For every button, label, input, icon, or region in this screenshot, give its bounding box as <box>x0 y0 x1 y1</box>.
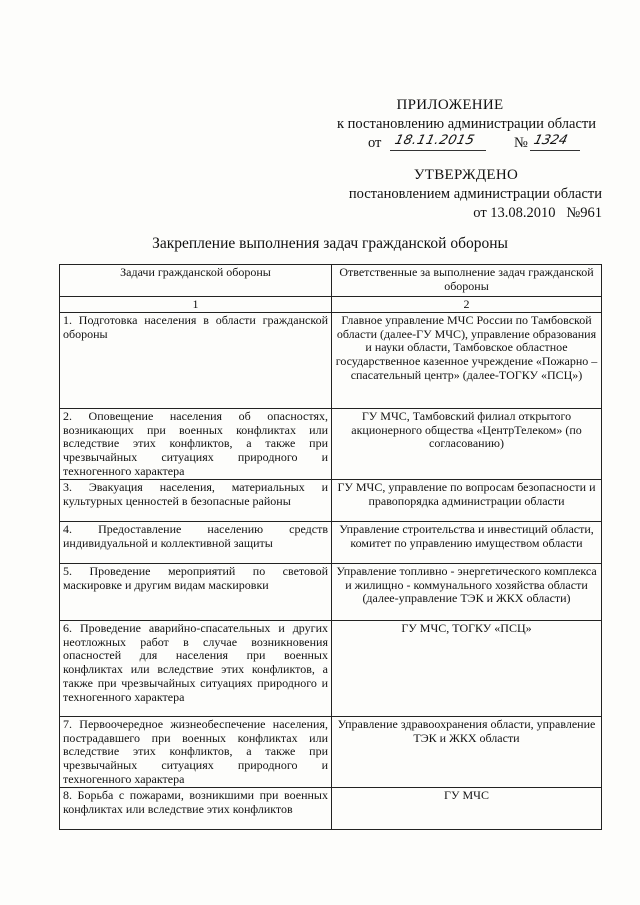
column-number-2: 2 <box>332 297 602 313</box>
task-cell: 1. Подготовка населения в области гражданской обороны <box>60 312 332 408</box>
responsible-cell: ГУ МЧС, Тамбовский филиал открытого акционерного общества «ЦентрТелеком» (по согласованию) <box>332 408 602 479</box>
approved-line-2: от 13.08.2010 №961 <box>473 205 602 221</box>
table-row <box>60 479 602 521</box>
responsible-cell: ГУ МЧС, управление по вопросам безопасности и правопорядка администрации области <box>332 479 602 521</box>
responsible-cell: Главное управление МЧС России по Тамбовской области (далее-ГУ МЧС), управление образования и науки области, Тамбовское областное государственное казенное учреждение «Пожарно – спасательный центр» (далее-ТОГКУ «ПСЦ») <box>332 312 602 408</box>
handwritten-number: 1324 <box>532 133 569 148</box>
appendix-subtitle: к постановлению администрации области <box>336 116 596 132</box>
responsible-cell: ГУ МЧС <box>332 787 602 829</box>
column-number-1: 1 <box>60 297 332 313</box>
task-cell: 8. Борьба с пожарами, возникшими при военных конфликтах или вследствие этих конфликтов <box>60 787 332 829</box>
column-number-row <box>60 297 602 313</box>
task-cell: 3. Эвакуация населения, материальных и культурных ценностей в безопасные районы <box>60 479 332 521</box>
table-row <box>60 312 602 408</box>
table-row <box>60 521 602 563</box>
table-header-row <box>60 265 602 297</box>
responsible-cell: ГУ МЧС, ТОГКУ «ПСЦ» <box>332 620 602 716</box>
document-title: Закрепление выполнения задач гражданской обороны <box>152 235 508 252</box>
approved-line-1: постановлением администрации области <box>348 186 602 202</box>
table-row <box>60 787 602 829</box>
number-label: № <box>514 135 528 151</box>
table-row <box>60 408 602 479</box>
appendix-date-line <box>300 134 600 154</box>
appendix-block <box>300 96 600 154</box>
date-underline <box>390 150 486 151</box>
approved-title: УТВЕРЖДЕНО <box>413 167 519 183</box>
task-cell: 5. Проведение мероприятий по световой маскировке и другим видам маскировки <box>60 563 332 620</box>
table-row <box>60 563 602 620</box>
responsible-cell: Управление топливно - энергетического комплекса и жилищно - коммунального хозяйства области (далее-управление ТЭК и ЖКХ области) <box>332 563 602 620</box>
task-cell: 2. Оповещение населения об опасностях, возникающих при военных конфликтах или вследствие этих конфликтов, а также при чрезвычайных ситуациях природного и техногенного характера <box>60 408 332 479</box>
table-row <box>60 716 602 787</box>
header-tasks: Задачи гражданской обороны <box>60 265 332 297</box>
appendix-title: ПРИЛОЖЕНИЕ <box>396 97 504 113</box>
from-label: от <box>368 135 382 151</box>
task-cell: 6. Проведение аварийно-спасательных и других неотложных работ в случае возникновения опасностей для населения при военных конфликтах или вследствие этих конфликтов, а также при чрезвычайных ситуациях природного и техногенного характера <box>60 620 332 716</box>
tasks-table <box>59 264 602 830</box>
responsible-cell: Управление строительства и инвестиций области, комитет по управлению имуществом области <box>332 521 602 563</box>
handwritten-date: 18.11.2015 <box>393 133 477 148</box>
header-responsible: Ответственные за выполнение задач гражданской обороны <box>332 265 602 297</box>
approved-block <box>330 166 602 223</box>
table-row <box>60 620 602 716</box>
number-underline <box>530 150 580 151</box>
task-cell: 7. Первоочередное жизнеобеспечение населения, пострадавшего при военных конфликтах или вследствие этих конфликтов, а также при чрезвычайных ситуациях природного и техногенного характера <box>60 716 332 787</box>
responsible-cell: Управление здравоохранения области, управление ТЭК и ЖКХ области <box>332 716 602 787</box>
task-cell: 4. Предоставление населению средств индивидуальной и коллективной защиты <box>60 521 332 563</box>
